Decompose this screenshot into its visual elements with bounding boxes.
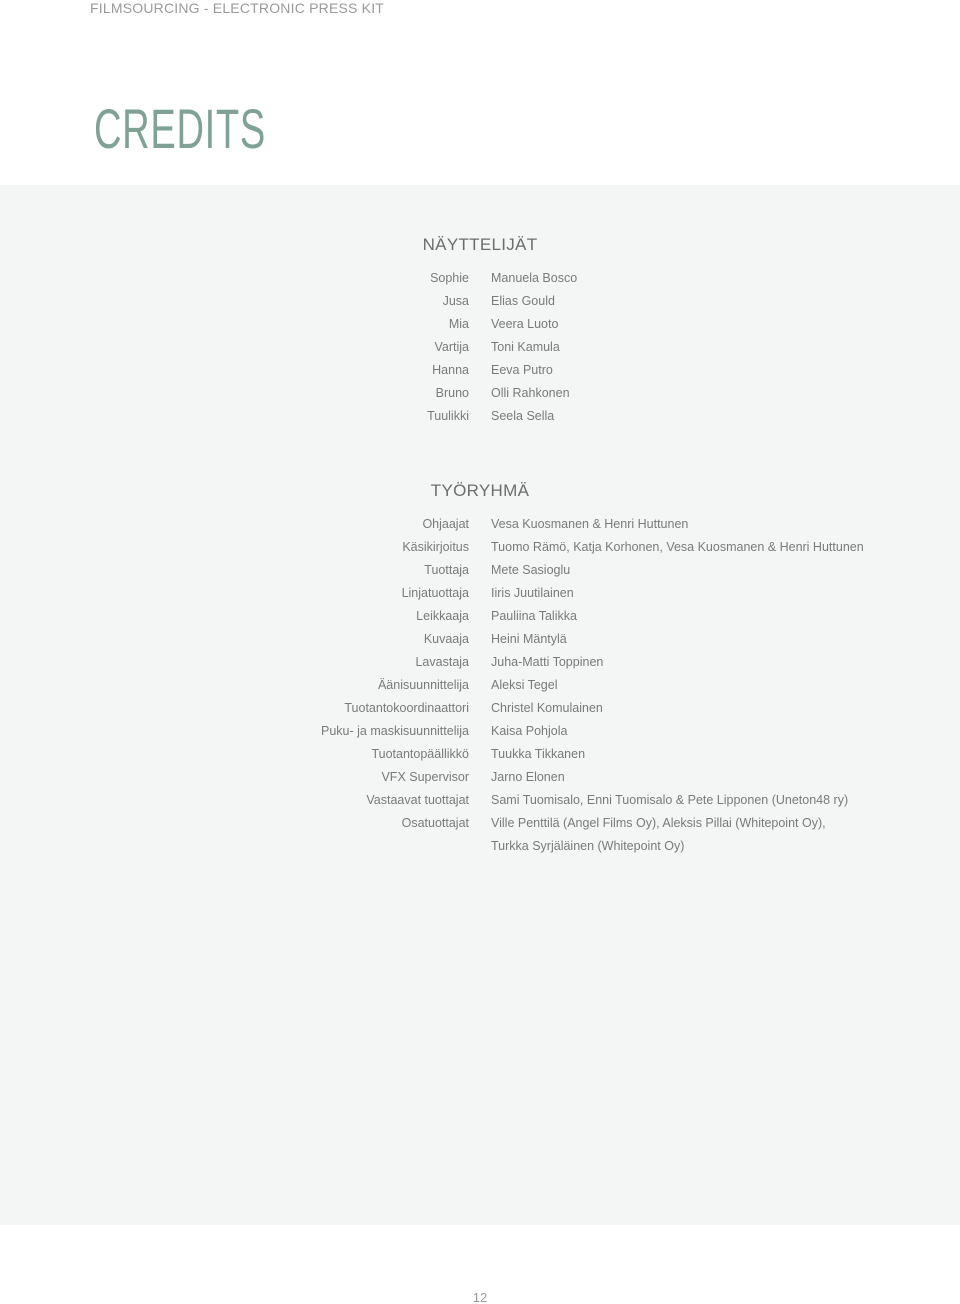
page-title: CREDITS	[94, 97, 266, 160]
cast-name: Toni Kamula	[491, 340, 560, 354]
crew-row	[0, 582, 960, 605]
crew-role: Äänisuunnittelija	[377, 678, 469, 692]
crew-role: Tuotantopäällikkö	[371, 747, 469, 761]
crew-name: Tuomo Rämö, Katja Korhonen, Vesa Kuosmanen & Henri Huttunen	[491, 540, 864, 554]
crew-name: Ville Penttilä (Angel Films Oy), Aleksis Pillai (Whitepoint Oy), Turkka Syrjäläinen (Whitepoint Oy)	[491, 816, 826, 853]
crew-name: Mete Sasioglu	[491, 563, 571, 577]
crew-name: Iiris Juutilainen	[491, 586, 574, 600]
crew-name: Kaisa Pohjola	[491, 724, 568, 738]
cast-heading: NÄYTTELIJÄT	[422, 235, 538, 254]
crew-role: Puku- ja maskisuunnittelija	[321, 724, 469, 738]
crew-role: Vastaavat tuottajat	[366, 793, 469, 807]
crew-row	[0, 812, 960, 853]
crew-name: Vesa Kuosmanen & Henri Huttunen	[491, 517, 689, 531]
cast-role: Bruno	[435, 386, 469, 400]
cast-name: Manuela Bosco	[491, 271, 578, 285]
crew-row	[0, 720, 960, 743]
crew-row	[0, 697, 960, 720]
cast-row	[0, 405, 960, 428]
crew-row	[0, 743, 960, 766]
cast-row	[0, 359, 960, 382]
cast-row	[0, 290, 960, 313]
crew-row	[0, 559, 960, 582]
crew-name: Pauliina Talikka	[491, 609, 577, 623]
crew-name: Aleksi Tegel	[491, 678, 558, 692]
crew-row	[0, 651, 960, 674]
cast-row	[0, 382, 960, 405]
cast-name: Elias Gould	[491, 294, 555, 308]
crew-row	[0, 674, 960, 697]
crew-row	[0, 605, 960, 628]
crew-role: Kuvaaja	[423, 632, 469, 646]
crew-name: Heini Mäntylä	[491, 632, 567, 646]
cast-name: Veera Luoto	[491, 317, 559, 331]
cast-name: Eeva Putro	[491, 363, 553, 377]
crew-role: Tuotantokoordinaattori	[344, 701, 469, 715]
cast-role: Vartija	[434, 340, 469, 354]
crew-row	[0, 628, 960, 651]
crew-role: Ohjaajat	[422, 517, 469, 531]
crew-name: Tuukka Tikkanen	[491, 747, 586, 761]
crew-role: Lavastaja	[415, 655, 469, 669]
crew-row	[0, 766, 960, 789]
crew-role: Leikkaaja	[416, 609, 469, 623]
cast-name: Seela Sella	[491, 409, 555, 423]
cast-role: Hanna	[432, 363, 469, 377]
cast-role: Sophie	[430, 271, 469, 285]
crew-name: Sami Tuomisalo, Enni Tuomisalo & Pete Lipponen (Uneton48 ry)	[491, 793, 849, 807]
crew-role: Linjatuottaja	[401, 586, 469, 600]
crew-row	[0, 789, 960, 812]
cast-role: Mia	[448, 317, 469, 331]
crew-name: Juha-Matti Toppinen	[491, 655, 604, 669]
crew-name: Christel Komulainen	[491, 701, 603, 715]
cast-name: Olli Rahkonen	[491, 386, 570, 400]
crew-row	[0, 536, 960, 559]
crew-role: Osatuottajat	[401, 816, 469, 830]
crew-role: VFX Supervisor	[381, 770, 469, 784]
cast-role: Jusa	[442, 294, 469, 308]
cast-row	[0, 336, 960, 359]
cast-row	[0, 267, 960, 290]
page-number: 12	[472, 1290, 488, 1304]
crew-role: Tuottaja	[424, 563, 469, 577]
credits-panel	[0, 185, 960, 1225]
document-header-label: FILMSOURCING - ELECTRONIC PRESS KIT	[90, 0, 385, 16]
cast-row	[0, 313, 960, 336]
cast-role: Tuulikki	[427, 409, 469, 423]
crew-name: Jarno Elonen	[491, 770, 565, 784]
crew-row	[0, 513, 960, 536]
crew-role: Käsikirjoitus	[402, 540, 469, 554]
crew-heading: TYÖRYHMÄ	[430, 481, 530, 500]
